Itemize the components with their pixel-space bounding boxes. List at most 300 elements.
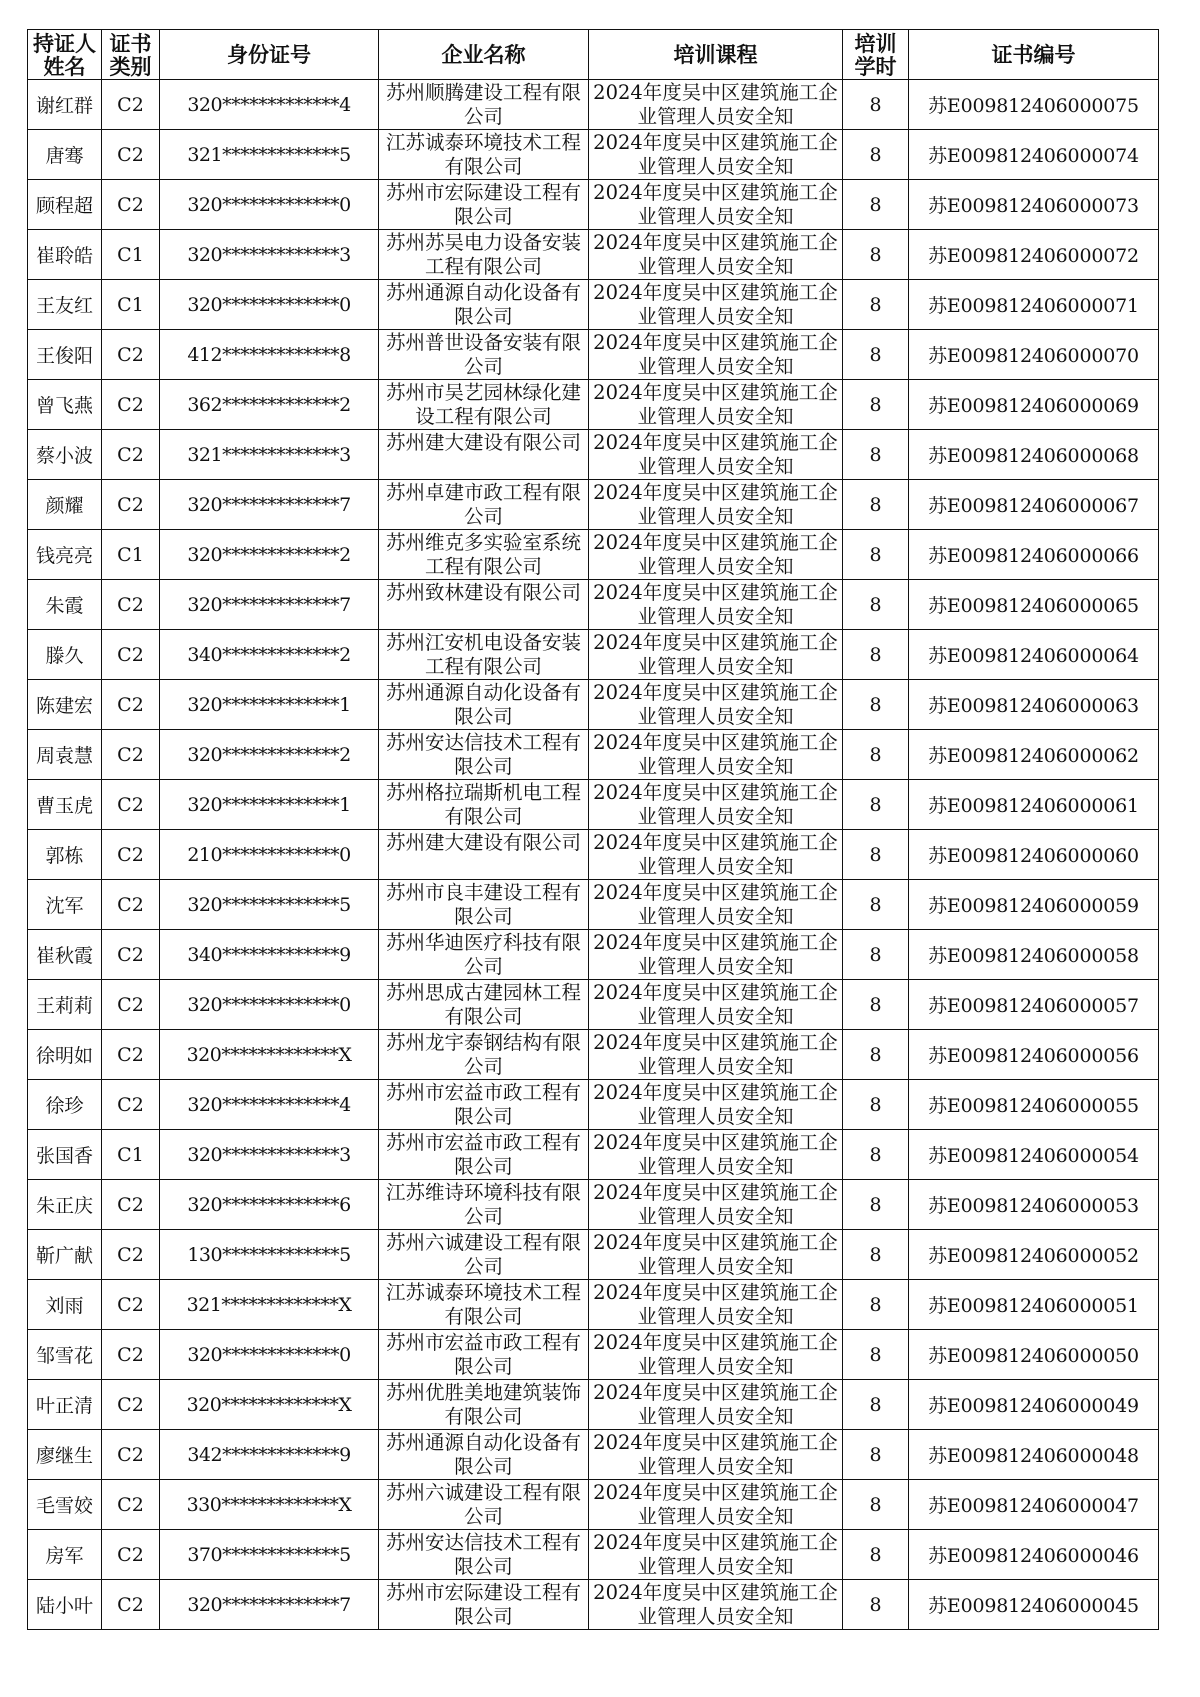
table-row [28,930,1159,980]
cert-category-cell: C1 [102,530,160,580]
header-id-number: 身份证号 [160,30,379,80]
training-course-cell [589,830,843,880]
table-row [28,580,1159,630]
holder-name-cell: 房军 [28,1530,102,1580]
id-number-cell: 362*************2 [160,380,379,430]
table-row [28,730,1159,780]
holder-name-cell: 张国香 [28,1130,102,1180]
company-name-cell [379,380,589,430]
training-course-text: 2024年度吴中区建筑施工企业管理人员安全知 [593,131,838,178]
training-course-cell [589,880,843,930]
training-course-text: 2024年度吴中区建筑施工企业管理人员安全知 [593,331,838,378]
holder-name-cell: 邹雪花 [28,1330,102,1380]
company-name-text: 苏州市吴艺园林绿化建设工程有限公司 [385,381,581,428]
company-name-text: 苏州通源自动化设备有限公司 [385,681,581,728]
id-number-cell: 320*************X [160,1380,379,1430]
cert-category-cell: C2 [102,1430,160,1480]
id-number-cell: 320*************2 [160,530,379,580]
table-row [28,1530,1159,1580]
training-course-text: 2024年度吴中区建筑施工企业管理人员安全知 [593,431,838,478]
cert-category-cell: C1 [102,280,160,330]
company-name-text: 苏州通源自动化设备有限公司 [385,281,581,328]
cert-category-cell: C2 [102,1030,160,1080]
table-body [28,80,1159,1630]
training-course-cell [589,980,843,1030]
id-number-cell: 320*************0 [160,180,379,230]
cert-number-cell: 苏E009812406000053 [909,1180,1159,1230]
company-name-cell [379,80,589,130]
company-name-text: 苏州六诚建设工程有限公司 [385,1481,581,1528]
company-name-cell [379,930,589,980]
id-number-cell: 210*************0 [160,830,379,880]
table-row [28,680,1159,730]
company-name-text: 江苏诚泰环境技术工程有限公司 [385,131,581,178]
cert-category-cell: C2 [102,330,160,380]
holder-name-cell: 朱正庆 [28,1180,102,1230]
training-course-cell [589,730,843,780]
holder-name-cell: 曹玉虎 [28,780,102,830]
cert-category-cell: C2 [102,980,160,1030]
cert-number-cell: 苏E009812406000050 [909,1330,1159,1380]
cert-number-cell: 苏E009812406000074 [909,130,1159,180]
cert-number-cell: 苏E009812406000070 [909,330,1159,380]
company-name-cell [379,780,589,830]
training-course-cell [589,1580,843,1630]
cert-number-cell: 苏E009812406000049 [909,1380,1159,1430]
table-row [28,80,1159,130]
cert-category-cell: C2 [102,780,160,830]
cert-number-cell: 苏E009812406000072 [909,230,1159,280]
training-hours-cell: 8 [843,1330,909,1380]
training-hours-cell: 8 [843,1230,909,1280]
cert-category-cell: C1 [102,230,160,280]
cert-number-cell: 苏E009812406000073 [909,180,1159,230]
company-name-cell [379,1130,589,1180]
cert-number-cell: 苏E009812406000052 [909,1230,1159,1280]
training-hours-cell: 8 [843,1580,909,1630]
table-header [28,30,1159,80]
id-number-cell: 340*************2 [160,630,379,680]
training-course-cell [589,330,843,380]
cert-number-cell: 苏E009812406000062 [909,730,1159,780]
table-row [28,1280,1159,1330]
training-course-text: 2024年度吴中区建筑施工企业管理人员安全知 [593,481,838,528]
company-name-cell [379,1530,589,1580]
cert-category-cell: C2 [102,1230,160,1280]
company-name-cell [379,280,589,330]
company-name-cell [379,680,589,730]
holder-name-cell: 王俊阳 [28,330,102,380]
training-course-text: 2024年度吴中区建筑施工企业管理人员安全知 [593,1431,838,1478]
cert-category-cell: C2 [102,180,160,230]
training-hours-cell: 8 [843,630,909,680]
cert-number-cell: 苏E009812406000059 [909,880,1159,930]
training-hours-cell: 8 [843,1380,909,1430]
training-course-cell [589,1030,843,1080]
training-course-cell [589,380,843,430]
training-course-cell [589,680,843,730]
training-hours-cell: 8 [843,380,909,430]
training-course-cell [589,530,843,580]
table-row [28,630,1159,680]
table-row [28,330,1159,380]
training-course-cell [589,130,843,180]
training-course-text: 2024年度吴中区建筑施工企业管理人员安全知 [593,531,838,578]
training-course-text: 2024年度吴中区建筑施工企业管理人员安全知 [593,1231,838,1278]
training-hours-cell: 8 [843,780,909,830]
company-name-text: 苏州安达信技术工程有限公司 [385,731,581,778]
training-course-text: 2024年度吴中区建筑施工企业管理人员安全知 [593,931,838,978]
training-hours-cell: 8 [843,280,909,330]
holder-name-cell: 唐骞 [28,130,102,180]
table-row [28,1580,1159,1630]
holder-name-cell: 叶正清 [28,1380,102,1430]
company-name-cell [379,1230,589,1280]
id-number-cell: 320*************1 [160,680,379,730]
training-course-text: 2024年度吴中区建筑施工企业管理人员安全知 [593,581,838,628]
table-row [28,380,1159,430]
company-name-cell [379,1180,589,1230]
company-name-text: 苏州建大建设有限公司 [385,431,581,454]
table-row [28,880,1159,930]
table-row [28,1130,1159,1180]
training-hours-cell: 8 [843,530,909,580]
company-name-text: 苏州顺腾建设工程有限公司 [385,81,581,128]
training-hours-cell: 8 [843,680,909,730]
header-training-hours: 培训 学时 [843,30,909,80]
holder-name-cell: 毛雪姣 [28,1480,102,1530]
company-name-cell [379,330,589,380]
table-row [28,1430,1159,1480]
training-course-text: 2024年度吴中区建筑施工企业管理人员安全知 [593,631,838,678]
company-name-text: 苏州市宏益市政工程有限公司 [385,1331,581,1378]
training-hours-cell: 8 [843,1080,909,1130]
training-course-cell [589,1280,843,1330]
holder-name-cell: 钱亮亮 [28,530,102,580]
cert-category-cell: C2 [102,730,160,780]
training-course-cell [589,630,843,680]
company-name-cell [379,1030,589,1080]
cert-number-cell: 苏E009812406000065 [909,580,1159,630]
id-number-cell: 320*************7 [160,1580,379,1630]
training-course-text: 2024年度吴中区建筑施工企业管理人员安全知 [593,1331,838,1378]
table-row [28,780,1159,830]
training-hours-cell: 8 [843,80,909,130]
cert-number-cell: 苏E009812406000068 [909,430,1159,480]
training-course-text: 2024年度吴中区建筑施工企业管理人员安全知 [593,831,838,878]
training-course-cell [589,180,843,230]
table-row [28,480,1159,530]
cert-number-cell: 苏E009812406000048 [909,1430,1159,1480]
header-company-name: 企业名称 [379,30,589,80]
cert-number-cell: 苏E009812406000058 [909,930,1159,980]
training-course-cell [589,780,843,830]
company-name-cell [379,1580,589,1630]
training-hours-cell: 8 [843,580,909,630]
training-hours-cell: 8 [843,1530,909,1580]
cert-number-cell: 苏E009812406000047 [909,1480,1159,1530]
id-number-cell: 320*************7 [160,580,379,630]
cert-number-cell: 苏E009812406000051 [909,1280,1159,1330]
cert-number-cell: 苏E009812406000061 [909,780,1159,830]
cert-number-cell: 苏E009812406000075 [909,80,1159,130]
training-course-text: 2024年度吴中区建筑施工企业管理人员安全知 [593,731,838,778]
cert-number-cell: 苏E009812406000054 [909,1130,1159,1180]
holder-name-cell: 廖继生 [28,1430,102,1480]
cert-number-cell: 苏E009812406000046 [909,1530,1159,1580]
training-hours-cell: 8 [843,1030,909,1080]
company-name-text: 苏州市良丰建设工程有限公司 [385,881,581,928]
id-number-cell: 320*************7 [160,480,379,530]
training-course-text: 2024年度吴中区建筑施工企业管理人员安全知 [593,381,838,428]
holder-name-cell: 郭栋 [28,830,102,880]
company-name-text: 苏州维克多实验室系统工程有限公司 [385,531,581,578]
company-name-text: 苏州思成古建园林工程有限公司 [385,981,581,1028]
training-course-cell [589,930,843,980]
training-course-cell [589,580,843,630]
id-number-cell: 320*************0 [160,1330,379,1380]
holder-name-cell: 周袁慧 [28,730,102,780]
company-name-cell [379,1380,589,1430]
training-hours-cell: 8 [843,230,909,280]
company-name-cell [379,1280,589,1330]
company-name-cell [379,130,589,180]
holder-name-cell: 朱霞 [28,580,102,630]
training-hours-cell: 8 [843,1430,909,1480]
holder-name-cell: 王莉莉 [28,980,102,1030]
cert-category-cell: C2 [102,430,160,480]
training-course-text: 2024年度吴中区建筑施工企业管理人员安全知 [593,1531,838,1578]
company-name-text: 苏州通源自动化设备有限公司 [385,1431,581,1478]
id-number-cell: 370*************5 [160,1530,379,1580]
company-name-text: 苏州苏吴电力设备安装工程有限公司 [385,231,581,278]
training-course-text: 2024年度吴中区建筑施工企业管理人员安全知 [593,1581,838,1628]
training-course-cell [589,280,843,330]
holder-name-cell: 崔秋霞 [28,930,102,980]
company-name-text: 苏州龙宇泰钢结构有限公司 [385,1031,581,1078]
cert-category-cell: C1 [102,1130,160,1180]
cert-category-cell: C2 [102,1380,160,1430]
holder-name-cell: 颜耀 [28,480,102,530]
training-hours-cell: 8 [843,330,909,380]
cert-category-cell: C2 [102,1480,160,1530]
training-course-cell [589,230,843,280]
training-course-text: 2024年度吴中区建筑施工企业管理人员安全知 [593,1031,838,1078]
table-row [28,1080,1159,1130]
company-name-text: 苏州优胜美地建筑装饰有限公司 [385,1381,581,1428]
company-name-text: 苏州安达信技术工程有限公司 [385,1531,581,1578]
table-row [28,130,1159,180]
table-row [28,230,1159,280]
training-course-text: 2024年度吴中区建筑施工企业管理人员安全知 [593,1381,838,1428]
training-course-cell [589,1530,843,1580]
id-number-cell: 320*************1 [160,780,379,830]
training-hours-cell: 8 [843,130,909,180]
company-name-cell [379,430,589,480]
id-number-cell: 412*************8 [160,330,379,380]
cert-number-cell: 苏E009812406000069 [909,380,1159,430]
holder-name-cell: 刘雨 [28,1280,102,1330]
training-hours-cell: 8 [843,1480,909,1530]
company-name-cell [379,1080,589,1130]
holder-name-cell: 陈建宏 [28,680,102,730]
holder-name-cell: 沈军 [28,880,102,930]
company-name-cell [379,980,589,1030]
training-course-cell [589,1480,843,1530]
training-course-text: 2024年度吴中区建筑施工企业管理人员安全知 [593,1281,838,1328]
company-name-cell [379,230,589,280]
id-number-cell: 330*************X [160,1480,379,1530]
cert-number-cell: 苏E009812406000055 [909,1080,1159,1130]
company-name-text: 苏州市宏益市政工程有限公司 [385,1131,581,1178]
id-number-cell: 320*************0 [160,280,379,330]
training-course-cell [589,1430,843,1480]
company-name-text: 苏州市宏际建设工程有限公司 [385,181,581,228]
company-name-cell [379,730,589,780]
training-course-cell [589,1380,843,1430]
id-number-cell: 342*************9 [160,1430,379,1480]
company-name-cell [379,630,589,680]
training-hours-cell: 8 [843,730,909,780]
table-row [28,1180,1159,1230]
id-number-cell: 321*************3 [160,430,379,480]
training-hours-cell: 8 [843,880,909,930]
cert-category-cell: C2 [102,1080,160,1130]
training-hours-cell: 8 [843,1130,909,1180]
cert-number-cell: 苏E009812406000063 [909,680,1159,730]
training-course-text: 2024年度吴中区建筑施工企业管理人员安全知 [593,1081,838,1128]
cert-category-cell: C2 [102,480,160,530]
holder-name-cell: 谢红群 [28,80,102,130]
holder-name-cell: 崔聆皓 [28,230,102,280]
training-course-cell [589,1180,843,1230]
cert-category-cell: C2 [102,1280,160,1330]
holder-name-cell: 滕久 [28,630,102,680]
table-row [28,280,1159,330]
company-name-text: 江苏维诗环境科技有限公司 [385,1181,581,1228]
table-row [28,530,1159,580]
company-name-cell [379,530,589,580]
holder-name-cell: 靳广献 [28,1230,102,1280]
company-name-text: 苏州江安机电设备安装工程有限公司 [385,631,581,678]
certificate-table [27,29,1159,1630]
cert-number-cell: 苏E009812406000045 [909,1580,1159,1630]
training-course-cell [589,80,843,130]
cert-category-cell: C2 [102,630,160,680]
training-course-cell [589,430,843,480]
cert-number-cell: 苏E009812406000067 [909,480,1159,530]
company-name-text: 苏州致林建设有限公司 [385,581,581,604]
training-course-cell [589,480,843,530]
cert-number-cell: 苏E009812406000066 [909,530,1159,580]
holder-name-cell: 陆小叶 [28,1580,102,1630]
training-course-text: 2024年度吴中区建筑施工企业管理人员安全知 [593,781,838,828]
training-course-cell [589,1130,843,1180]
holder-name-cell: 顾程超 [28,180,102,230]
holder-name-cell: 徐珍 [28,1080,102,1130]
cert-category-cell: C2 [102,830,160,880]
cert-number-cell: 苏E009812406000064 [909,630,1159,680]
training-hours-cell: 8 [843,1180,909,1230]
cert-category-cell: C2 [102,930,160,980]
cert-category-cell: C2 [102,880,160,930]
cert-number-cell: 苏E009812406000057 [909,980,1159,1030]
training-course-cell [589,1080,843,1130]
id-number-cell: 320*************3 [160,1130,379,1180]
training-course-text: 2024年度吴中区建筑施工企业管理人员安全知 [593,1131,838,1178]
holder-name-cell: 王友红 [28,280,102,330]
cert-category-cell: C2 [102,380,160,430]
training-hours-cell: 8 [843,430,909,480]
id-number-cell: 321*************X [160,1280,379,1330]
cert-number-cell: 苏E009812406000056 [909,1030,1159,1080]
cert-category-cell: C2 [102,1330,160,1380]
cert-category-cell: C2 [102,680,160,730]
cert-category-cell: C2 [102,80,160,130]
company-name-text: 苏州普世设备安装有限公司 [385,331,581,378]
company-name-cell [379,1480,589,1530]
id-number-cell: 320*************5 [160,880,379,930]
training-hours-cell: 8 [843,180,909,230]
company-name-cell [379,1330,589,1380]
holder-name-cell: 徐明如 [28,1030,102,1080]
cert-category-cell: C2 [102,1180,160,1230]
id-number-cell: 340*************9 [160,930,379,980]
id-number-cell: 321*************5 [160,130,379,180]
table-row [28,430,1159,480]
table-row [28,1380,1159,1430]
table-row [28,1030,1159,1080]
holder-name-cell: 蔡小波 [28,430,102,480]
training-course-text: 2024年度吴中区建筑施工企业管理人员安全知 [593,1181,838,1228]
cert-category-cell: C2 [102,130,160,180]
training-course-cell [589,1330,843,1380]
header-holder-name: 持证人 姓名 [28,30,102,80]
training-hours-cell: 8 [843,930,909,980]
company-name-text: 苏州六诚建设工程有限公司 [385,1231,581,1278]
table-row [28,1230,1159,1280]
holder-name-cell: 曾飞燕 [28,380,102,430]
training-hours-cell: 8 [843,1280,909,1330]
id-number-cell: 320*************6 [160,1180,379,1230]
company-name-text: 苏州格拉瑞斯机电工程有限公司 [385,781,581,828]
header-cert-number: 证书编号 [909,30,1159,80]
training-hours-cell: 8 [843,830,909,880]
id-number-cell: 320*************4 [160,1080,379,1130]
training-course-text: 2024年度吴中区建筑施工企业管理人员安全知 [593,881,838,928]
training-course-cell [589,1230,843,1280]
training-course-text: 2024年度吴中区建筑施工企业管理人员安全知 [593,981,838,1028]
id-number-cell: 320*************0 [160,980,379,1030]
table-row [28,830,1159,880]
training-hours-cell: 8 [843,980,909,1030]
table-row [28,980,1159,1030]
training-course-text: 2024年度吴中区建筑施工企业管理人员安全知 [593,281,838,328]
training-hours-cell: 8 [843,480,909,530]
company-name-cell [379,480,589,530]
cert-number-cell: 苏E009812406000060 [909,830,1159,880]
training-course-text: 2024年度吴中区建筑施工企业管理人员安全知 [593,1481,838,1528]
cert-category-cell: C2 [102,1530,160,1580]
company-name-cell [379,1430,589,1480]
training-course-text: 2024年度吴中区建筑施工企业管理人员安全知 [593,231,838,278]
id-number-cell: 130*************5 [160,1230,379,1280]
id-number-cell: 320*************4 [160,80,379,130]
table-row [28,180,1159,230]
id-number-cell: 320*************3 [160,230,379,280]
company-name-text: 江苏诚泰环境技术工程有限公司 [385,1281,581,1328]
training-course-text: 2024年度吴中区建筑施工企业管理人员安全知 [593,81,838,128]
